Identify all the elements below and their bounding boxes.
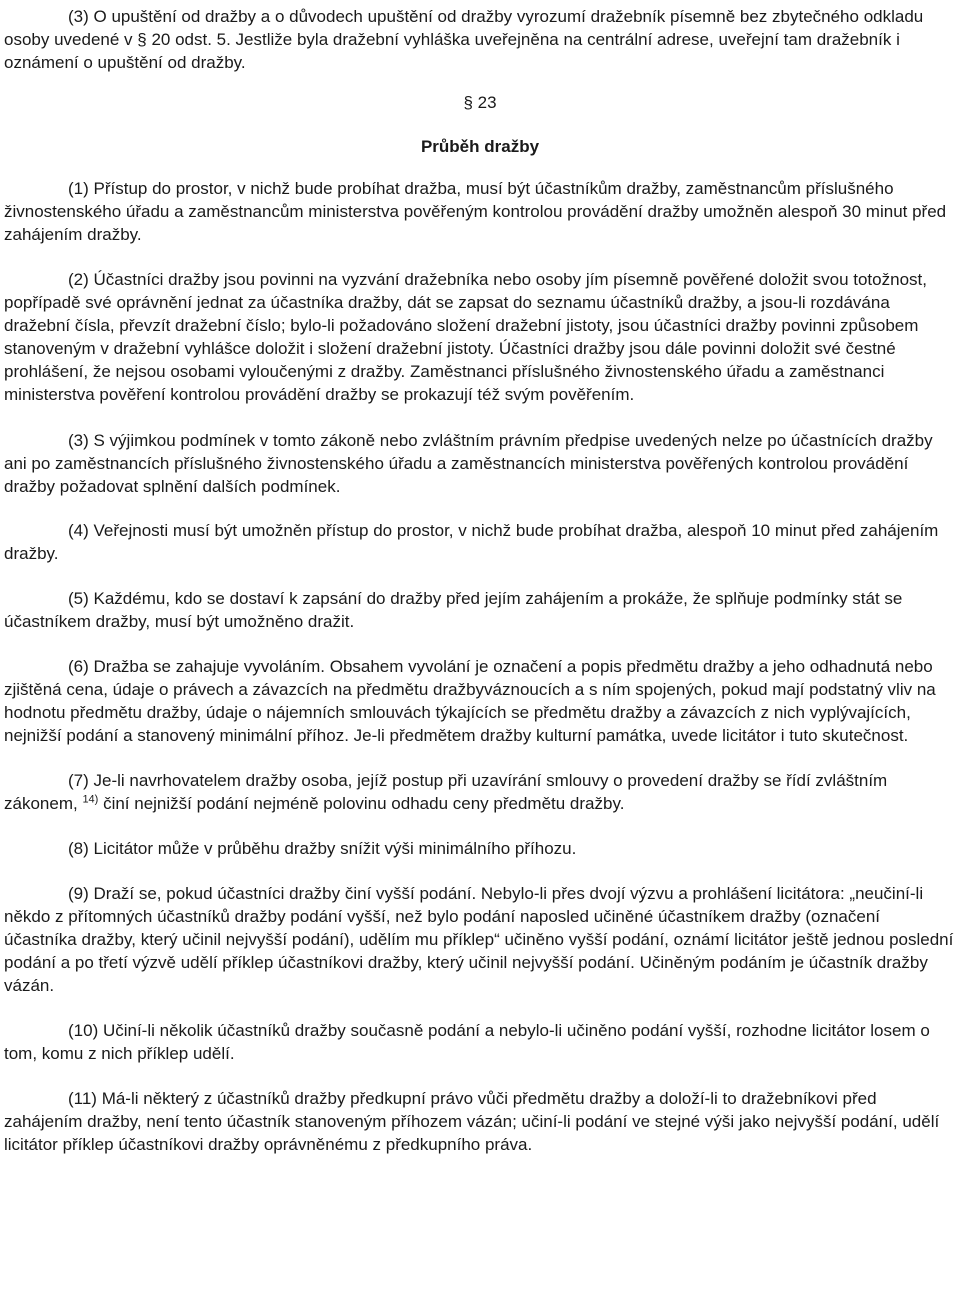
footnote-reference: 14) [82,793,99,806]
paragraph-8: (8) Licitátor může v průběhu dražby snížit výši minimálního příhozu. [68,839,577,858]
intro-paragraph: (3) O upuštění od dražby a o důvodech upuštění od dražby vyrozumí dražebník písemně bez zbytečného odkladu osoby uvedené v § 20 odst. 5. Jestliže byla dražební vyhláška uveřejněna na centrální adrese, uveřejní tam dražebník i oznámení o upuštění od dražby. [4,7,924,72]
paragraph-4: (4) Veřejnosti musí být umožněn přístup do prostor, v nichž bude probíhat dražba, alespoň 10 minut před zahájením dražby. [4,521,939,563]
paragraph-3: (3) S výjimkou podmínek v tomto zákoně nebo zvláštním právním předpise uvedených nelze po účastnících dražby ani po zaměstnancích příslušného živnostenského úřadu a zaměstnancích ministerstva pověřených kontrolou provádění dražby požadovat splnění dalších podmínek. [4,431,933,496]
paragraph-10: (10) Učiní-li několik účastníků dražby současně podání a nebylo-li učiněno podání vyšší, rozhodne licitátor losem o tom, komu z nich příklep udělí. [4,1021,930,1063]
section-number: § 23 [463,93,497,112]
paragraph-2: (2) Účastníci dražby jsou povinni na vyzvání dražebníka nebo osoby jím písemně pověřené doložit svou totožnost, popřípadě své oprávnění jednat za účastníka dražby, dát se zapsat do seznamu účastníků dražby, a jsou-li rozdávána dražební čísla, převzít dražební číslo; bylo-li požadováno složení dražební jistoty, jsou účastníci dražby povinni způsobem stanoveným v dražební vyhlášce doložit i složení dražební jistoty. Účastníci dražby jsou dále povinni doložit své čestné prohlášení, že nejsou osobami vyloučenými z dražby. Zaměstnanci příslušného živnostenského úřadu a zaměstnanci ministerstva pověření kontrolou provádění dražby se prokazují též svým pověřením. [4,270,927,404]
paragraph-11: (11) Má-li některý z účastníků dražby předkupní právo vůči předmětu dražby a doloží-li to dražebníkovi před zahájením dražby, není tento účastník stanoveným příhozem vázán; učiní-li podání ve stejné výši jako nejvyšší podání, udělí licitátor příklep účastníkovi dražby oprávněnému z předkupního práva. [4,1089,940,1154]
paragraph-6: (6) Dražba se zahajuje vyvoláním. Obsahem vyvolání je označení a popis předmětu dražby a jeho odhadnutá nebo zjištěná cena, údaje o právech a závazcích na předmětu dražbyváznoucích a s ním spojených, pokud mají podstatný vliv na hodnotu předmětu dražby, údaje o nájemních smlouvách týkajících se předmětu dražby a závazcích z nich vyplývajících, nejnižší podání a stanovený minimální příhoz. Je-li předmětem dražby kulturní památka, uvede licitátor i tuto skutečnost. [4,657,936,745]
paragraph-1: (1) Přístup do prostor, v nichž bude probíhat dražba, musí být účastníkům dražby, zaměstnancům příslušného živnostenského úřadu a zaměstnancům ministerstva pověřeným kontrolou provádění dražby umožněn alespoň 30 minut před zahájením dražby. [4,179,947,244]
paragraph-7-text: (7) Je-li navrhovatelem dražby osoba, jejíž postup při uzavírání smlouvy o provedení dražby se řídí zvláštním zákonem, [4,771,888,813]
document-page [0,5,960,1294]
paragraph-7 [4,769,956,815]
paragraph-5: (5) Každému, kdo se dostaví k zapsání do dražby před jejím zahájením a prokáže, že splňuje podmínky stát se účastníkem dražby, musí být umožněno dražit. [4,589,903,631]
paragraph-7-text-end: činí nejnižší podání nejméně polovinu odhadu ceny předmětu dražby. [98,794,625,813]
section-title: Průběh dražby [420,137,540,156]
paragraph-9: (9) Draží se, pokud účastníci dražby činí vyšší podání. Nebylo-li přes dvojí výzvu a prohlášení licitátora: „neučiní-li někdo z přítomných účastníků dražby podání vyšší, než bylo podání naposled učiněné účastníkem dražby (označení účastníka dražby, který učinil nejvyšší podání), udělím mu příklep“ učiněno vyšší podání, oznámí licitátor ještě jednou poslední podání a po třetí výzvě udělí příklep účastníkovi dražby, který učinil nejvyšší podání. Učiněným podáním je účastník dražby vázán. [4,884,954,995]
